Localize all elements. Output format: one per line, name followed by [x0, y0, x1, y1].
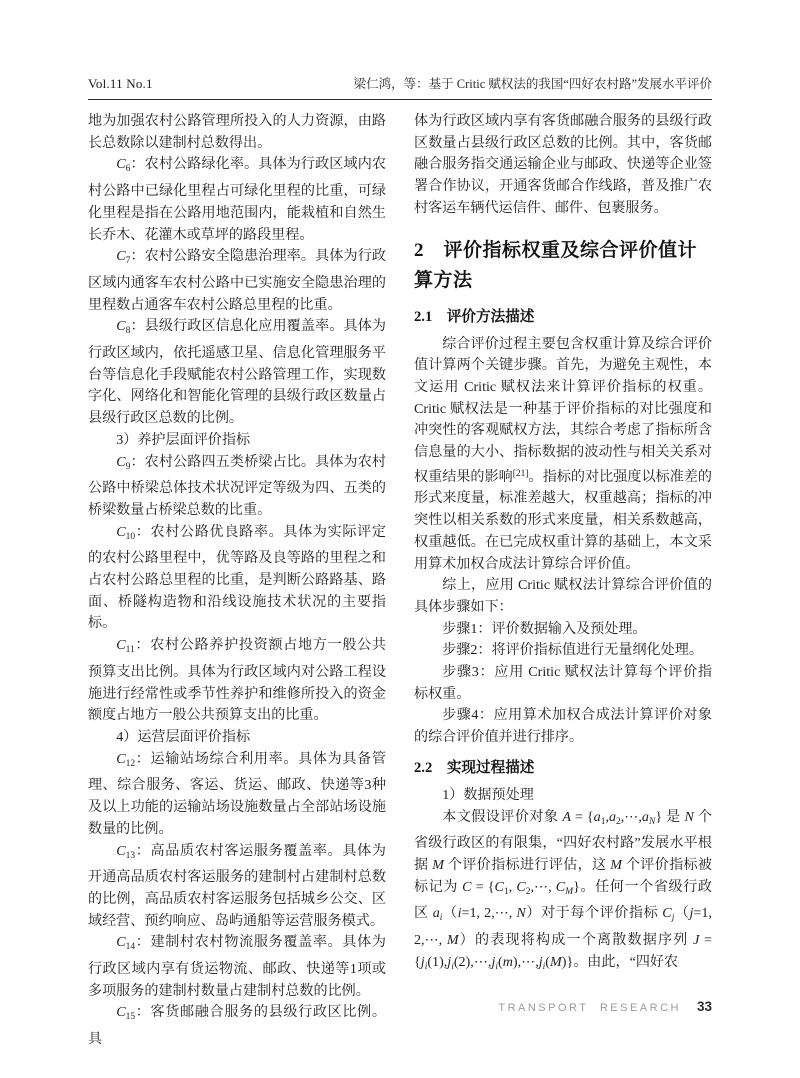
paragraph: $C_{12}$：运输站场综合利用率。具体为具备管理、综合服务、客运、货运、邮政、快递等3种及以上功能的运输站场设施数量占全部站场设施数量的比例。 — [88, 750, 386, 837]
paragraph: $C_7$：农村公路安全隐患治理率。具体为行政区域内通客车农村公路中已实施安全隐患治理的里程数占通客车农村公路总里程的比重。 — [88, 248, 386, 313]
paragraph: 步骤2：将评价指标值进行无量纲化处理。 — [442, 642, 703, 659]
volume-label: Vol.11 No.1 — [88, 76, 153, 91]
paragraph: $C_9$：农村公路四五类桥梁占比。具体为农村公路中桥梁总体技术状况评定等级为四、五类的桥梁数量占桥梁总数的比重。 — [88, 453, 386, 518]
page-header — [88, 74, 712, 92]
paragraph: 步骤4：应用算术加权合成法计算评价对象的综合评价值并进行排序。 — [414, 707, 712, 746]
column-left — [88, 111, 386, 1051]
page-number: 33 — [696, 999, 712, 1014]
paragraph: $C_{14}$：建制村农村物流服务覆盖率。具体为行政区域内享有货运物流、邮政、快递等1项或多项服务的建制村数量占建制村总数的比例。 — [88, 934, 386, 999]
subsection-heading: 2.1 评价方法描述 — [414, 308, 535, 325]
paragraph: 步骤1：评价数据输入及预处理。 — [442, 620, 647, 637]
paragraph: $C_{15}$：客货邮融合服务的县级行政区比例。具 — [88, 1004, 386, 1048]
paragraph: $C_{11}$：农村公路养护投资额占地方一般公共预算支出比例。具体为行政区域内对公路工程设施进行经常性或季节性养护和维修所投入的资金额度占地方一般公共预算支出的比重。 — [88, 637, 386, 724]
paragraph: 4）运营层面评价指标 — [116, 728, 251, 745]
paragraph: 步骤3：应用 Critic 赋权法计算每个评价指标权重。 — [414, 664, 712, 702]
running-title: 梁仁鸿，等：基于 Critic 赋权法的我国“四好农村路”发展水平评价 — [353, 77, 712, 91]
section-heading: 2 评价指标权重及综合评价值计算方法 — [414, 239, 698, 291]
article-body — [88, 111, 712, 1051]
paragraph: 3）养护层面评价指标 — [116, 431, 251, 448]
paragraph: $C_6$：农村公路绿化率。具体为行政区域内农村公路中已绿化里程占可绿化里程的比重，可绿化里程是指在公路用地范围内，能栽植和自然生长乔木、花灌木或草坪的路段里程。 — [88, 156, 386, 243]
column-right — [414, 111, 712, 1051]
paragraph: $C_{13}$：高品质农村客运服务覆盖率。具体为开通高品质农村客运服务的建制村占建制村总数的比例，高品质农村客运服务包括城乡公交、区域经营、预约响应、岛屿通船等运营服务模式。 — [88, 842, 386, 929]
page-footer — [498, 999, 712, 1014]
paragraph: $C_8$：县级行政区信息化应用覆盖率。具体为行政区域内，依托遥感卫星、信息化管理服务平台等信息化手段赋能农村公路管理工作，实现数字化、网络化和智能化管理的县级行政区数量占县级行政区总数的比例。 — [88, 318, 386, 427]
paragraph: 综上，应用 Critic 赋权法计算综合评价值的具体步骤如下： — [414, 577, 712, 615]
header-rule — [88, 99, 712, 100]
paragraph-continuation: 地为加强农村公路管理所投入的人力资源，由路长总数除以建制村总数得出。 — [88, 113, 386, 151]
paragraph: 本文假设评价对象 $A = \{a_1,a_2,\cdots,a_N\}$ 是 N 个省级行政区的有限集，“四好农村路”发展水平根据 M 个评价指标进行评估，这 M 个评价指标被标记为 $C = \{C_1$, $C_2,\cdots$, $C_M$}。任何一个省级行政区 $a_i(i=1$, 2,⋯, N）对于每个评价指标 $C_j(j=1$, 2,⋯, M）的表现将构成一个离散数据序列 $J = \{j_i(1),j_i(2),\cdots,j_i(m),\cdots,j_i(M)\}$。由此，“四好农 — [414, 808, 713, 972]
paragraph-continuation: 体为行政区域内享有客货邮融合服务的县级行政区数量占县级行政区总数的比例。其中，客货邮融合服务指交通运输企业与邮政、快递等企业签署合作协议，开通客货邮合作线路，普及推广农村客运车辆代运信件、邮件、包裹服务。 — [414, 113, 712, 216]
paragraph: 综合评价过程主要包含权重计算及综合评价值计算两个关键步骤。首先，为避免主观性，本文运用 Critic 赋权法来计算评价指标的权重。Critic 赋权法是一种基于评价指标的对比强度和冲突性的客观赋权方法，其综合考虑了指标所含信息量的大小、指标数据的波动性与相关关系对权重结果的影响[21]。指标的对比强度以标准差的形式来度量，标准差越大，权重越高；指标的冲突性以相关系数的形式来度量，相关系数越高，权重越低。在已完成权重计算的基础上，本文采用算术加权合成法计算综合评价值。 — [414, 335, 713, 572]
journal-name: TRANSPORT RESEARCH — [498, 1002, 681, 1014]
paragraph: 1）数据预处理 — [442, 786, 534, 803]
paragraph: $C_{10}$：农村公路优良路率。具体为实际评定的农村公路里程中，优等路及良等路的里程之和占农村公路总里程的比重，是判断公路路基、路面、桥隧构造物和沿线设施技术状况的主要指标。 — [88, 523, 386, 632]
subsection-heading: 2.2 实现过程描述 — [414, 759, 535, 776]
